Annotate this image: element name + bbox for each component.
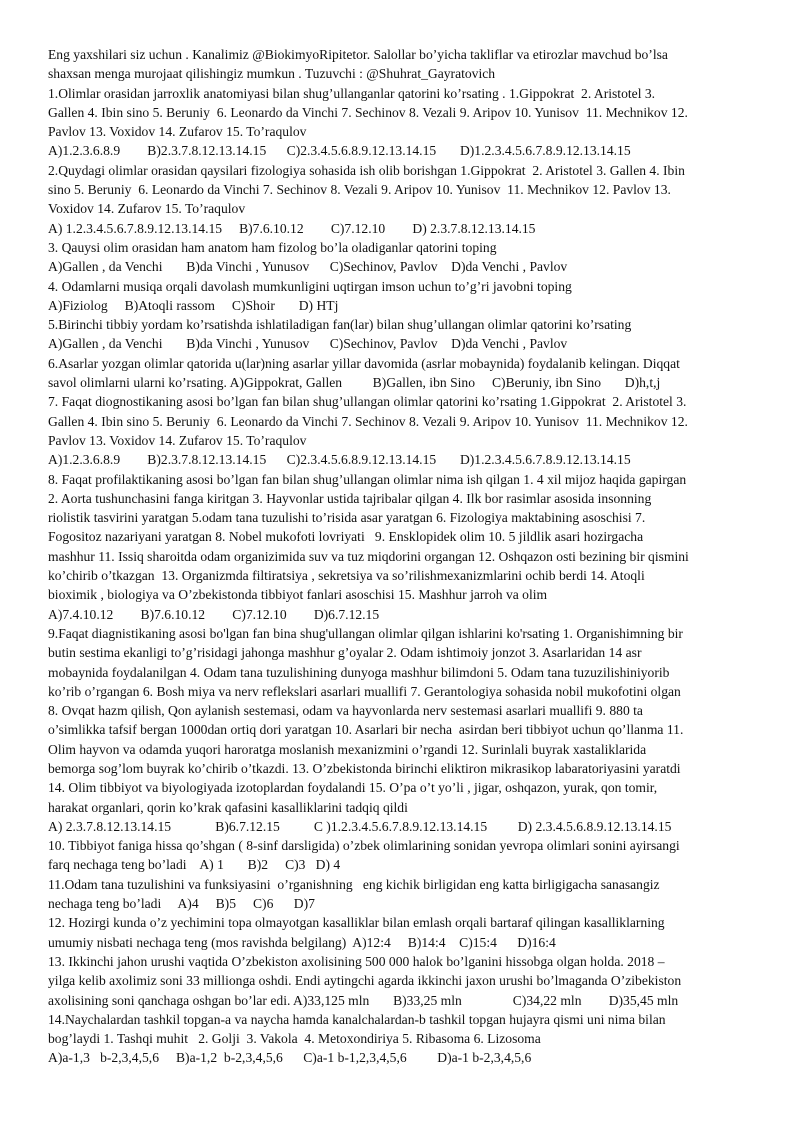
text-line: 13. Ikkinchi jahon urushi vaqtida O’zbekiston axolisining 500 000 halok bo’lganini hissobga olgan holda. 2018 – <box>48 953 665 969</box>
text-line: 4. Odamlarni musiqa orqali davolash mumkunligini uqtirgan imson uchun to’g’ri javobni toping <box>48 278 572 294</box>
text-line: Pavlov 13. Voxidov 14. Zufarov 15. To’raqulov <box>48 432 307 448</box>
text-line: umumiy nisbati nechaga teng (mos ravishda belgilang) A)12:4 B)14:4 C)15:4 D)16:4 <box>48 934 556 950</box>
text-line: 2. Aorta tushunchasini fanga kiritgan 3. Hayvonlar ustida tajribalar qilgan 4. Ilk bor rasimlar asosida insonning <box>48 490 652 506</box>
text-line: 14. Olim tibbiyot va biyologiyada izotoplardan foydalandi 15. O’pa o’t yo’li , jigar, oshqazon, yurak, qon tomir, <box>48 780 658 796</box>
text-line: Gallen 4. Ibin sino 5. Beruniy 6. Leonardo da Vinchi 7. Sechinov 8. Vezali 9. Aripov 10. Yunisov 11. Mechnikov 12. <box>48 104 688 120</box>
text-line: A)Gallen , da Venchi B)da Vinchi , Yunusov C)Sechinov, Pavlov D)da Venchi , Pavlov <box>48 259 568 275</box>
text-line: 14.Naychalardan tashkil topgan-a va naycha hamda kanalchalardan-b tashkil topgan hujayra qismi uni nima bilan <box>48 1011 666 1027</box>
text-line: Olim hayvon va odamda yuqori haroratga moslanish mexanizmini o’rgandi 12. Surinlali buyrak xastaliklarida <box>48 741 647 757</box>
text-line: ko’chirib o’tkazgan 13. Organizmda filtiratsiya , sekretsiya va so’rilishmexanizmlarini ochib berdi 14. Atoqli <box>48 568 645 584</box>
text-line: 5.Birinchi tibbiy yordam ko’rsatishda ishlatiladigan fan(lar) bilan shug’ullangan olimlar qatorini ko’rsating <box>48 317 632 333</box>
text-line: A)7.4.10.12 B)7.6.10.12 C)7.12.10 D)6.7.12.15 <box>48 606 380 622</box>
text-line: Voxidov 14. Zufarov 15. To’raqulov <box>48 201 246 217</box>
text-line: bemorga sog’lom buyrak ko’chirib o’tkazdi. 13. O’zbekistonda birinchi eliktiron mikrasikop labaratoriyasini yaratdi <box>48 760 681 776</box>
text-line: butin sestima ekanligi to’g’risidagi jahonga mashhur g’oyalar 2. Odam ishtimoiy jonzot 3. Asarlaridan 14 asr <box>48 645 642 661</box>
text-line: 9.Faqat diagnistikaning asosi bo'lgan fan bina shug'ullangan olimlar qilgan ishlarini ko'rsating 1. Organishimning bir <box>48 625 683 641</box>
text-line: A)Fiziolog B)Atoqli rassom C)Shoir D) HTj <box>48 297 339 313</box>
text-line: Pavlov 13. Voxidov 14. Zufarov 15. To’raqulov <box>48 124 307 140</box>
text-line: 6.Asarlar yozgan olimlar qatorida u(lar)ning asarlar yillar davomida (asrlar mobaynida) foydalanib kelingan. Diqqat <box>48 355 680 371</box>
text-line: bioximik , biologiya va O’zbekistonda tibbiyot fanlari asoschisi 15. Mashhur jarroh va olim <box>48 587 548 603</box>
text-line: A)a-1,3 b-2,3,4,5,6 B)a-1,2 b-2,3,4,5,6 C)a-1 b-1,2,3,4,5,6 D)a-1 b-2,3,4,5,6 <box>48 1050 532 1066</box>
text-line: mobaynida foydalanilgan 4. Odam tana tuzulishining dunyoga mashhur bilimdoni 5. Odam tana tuzuzilishiniyorib <box>48 664 670 680</box>
text-line: A)1.2.3.6.8.9 B)2.3.7.8.12.13.14.15 C)2.3.4.5.6.8.9.12.13.14.15 D)1.2.3.4.5.6.7.8.9.12.13.14.15 <box>48 143 631 159</box>
text-line: 8. Faqat profilaktikaning asosi bo’lgan fan bilan shug’ullangan olimlar nima ish qilgan 1. 4 xil mijoz haqida gapirgan <box>48 471 687 487</box>
text-line: o’simlikka tafsif bergan 1000dan ortiq dori yaratgan 10. Asarlari bir necha asirdan beri tibbiyot uchun qo’llanma 11. <box>48 722 684 738</box>
text-line: shaxsan menga murojaat qilishingiz mumkun . Tuzuvchi : @Shuhrat_Gayratovich <box>48 66 496 82</box>
text-line: riolistik tasvirini yaratgan 5.odam tana tuzulishi to’risida asar yaratgan 6. Fizologiya maktabining asoschisi 7. <box>48 510 646 526</box>
text-line: 2.Quydagi olimlar orasidan qaysilari fizologiya sohasida ish olib borishgan 1.Gippokrat 2. Aristotel 3. Gallen 4. Ibin <box>48 162 685 178</box>
text-line: bog’laydi 1. Tashqi muhit 2. Golji 3. Vakola 4. Metoxondiriya 5. Ribasoma 6. Lizosoma <box>48 1031 541 1047</box>
text-line: Eng yaxshilari siz uchun . Kanalimiz @BiokimyoRipitetor. Salollar bo’yicha takliflar va etirozlar mavchud bo’lsa <box>48 47 668 62</box>
text-line: Fogositoz nazariyani yaratgan 8. Nobel mukofoti lovriyati 9. Ensklopidek olim 10. 5 jildlik asari hozirgacha <box>48 529 644 545</box>
text-line: 3. Qauysi olim orasidan ham anatom ham fizolog bo’la oladiganlar qatorini toping <box>48 239 497 255</box>
text-line: sino 5. Beruniy 6. Leonardo da Vinchi 7. Sechinov 8. Vezali 9. Aripov 10. Yunisov 11. Mechnikov 12. Pavlov 13. <box>48 182 671 198</box>
text-line: A) 2.3.7.8.12.13.14.15 B)6.7.12.15 C )1.2.3.4.5.6.7.8.9.12.13.14.15 D) 2.3.4.5.6.8.9.12.13.14.15 <box>48 818 672 834</box>
text-line: mashhur 11. Issiq sharoitda odam organizimida suv va tuz miqdorini organgan 12. Oshqazon osti bezining bir qismini <box>48 548 689 564</box>
text-line: A)Gallen , da Venchi B)da Vinchi , Yunusov C)Sechinov, Pavlov D)da Venchi , Pavlov <box>48 336 568 352</box>
text-line: axolisining soni qanchaga oshgan bo’lar edi. A)33,125 mln B)33,25 mln C)34,22 mln D)35,45 mln <box>48 992 679 1008</box>
text-line: ko’rib o’rgangan 6. Bosh miya va nerv reflekslari asarlari muallifi 7. Gerantologiya sohasida nobil mukofotini olgan <box>48 683 681 699</box>
text-line: 8. Ovqat hazm qilish, Qon aylanish sestemasi, odam va hayvonlarda nerv sestemasi asarlari muallifi 9. 880 ta <box>48 703 643 719</box>
text-line: 7. Faqat diognostikaning asosi bo’lgan fan bilan shug’ullangan olimlar qatorini ko’rsating 1.Gippokrat 2. Aristotel 3. <box>48 394 687 410</box>
text-line: A)1.2.3.6.8.9 B)2.3.7.8.12.13.14.15 C)2.3.4.5.6.8.9.12.13.14.15 D)1.2.3.4.5.6.7.8.9.12.13.14.15 <box>48 452 631 468</box>
text-line: farq nechaga teng bo’ladi A) 1 B)2 C)3 D) 4 <box>48 857 341 873</box>
text-line: 10. Tibbiyot faniga hissa qo’shgan ( 8-sinf darsligida) o’zbek olimlarining sonidan yevropa olimlari sonini ayirsangi <box>48 838 680 854</box>
text-line: 11.Odam tana tuzulishini va funksiyasini o’rganishning eng kichik birligidan eng katta birligigacha sanasangiz <box>48 876 660 892</box>
text-line: nechaga teng bo’ladi A)4 B)5 C)6 D)7 <box>48 896 315 912</box>
text-line: savol olimlarni ularni ko’rsating. A)Gippokrat, Gallen B)Gallen, ibn Sino C)Beruniy, ibn Sino D)h,t,j <box>48 375 661 391</box>
text-line: 1.Olimlar orasidan jarroxlik anatomiyasi bilan shug’ullanganlar qatorini ko’rsating . 1.Gippokrat 2. Aristotel 3. <box>48 85 656 101</box>
text-line: 12. Hozirgi kunda o’z yechimini topa olmayotgan kasalliklar bilan emlash orqali bartaraf qilingan kasalliklarning <box>48 915 665 931</box>
text-line: yilga kelib axolimiz soni 33 millionga oshdi. Endi aytingchi agarda ikkinchi jaxon urushi bo’lmaganda O’zibekiston <box>48 973 682 989</box>
text-line: Gallen 4. Ibin sino 5. Beruniy 6. Leonardo da Vinchi 7. Sechinov 8. Vezali 9. Aripov 10. Yunisov 11. Mechnikov 12. <box>48 413 688 429</box>
text-line: harakat organlari, qorin ko’krak qafasini kasalliklarini tadqiq qildi <box>48 799 408 815</box>
text-line: A) 1.2.3.4.5.6.7.8.9.12.13.14.15 B)7.6.10.12 C)7.12.10 D) 2.3.7.8.12.13.14.15 <box>48 220 536 236</box>
